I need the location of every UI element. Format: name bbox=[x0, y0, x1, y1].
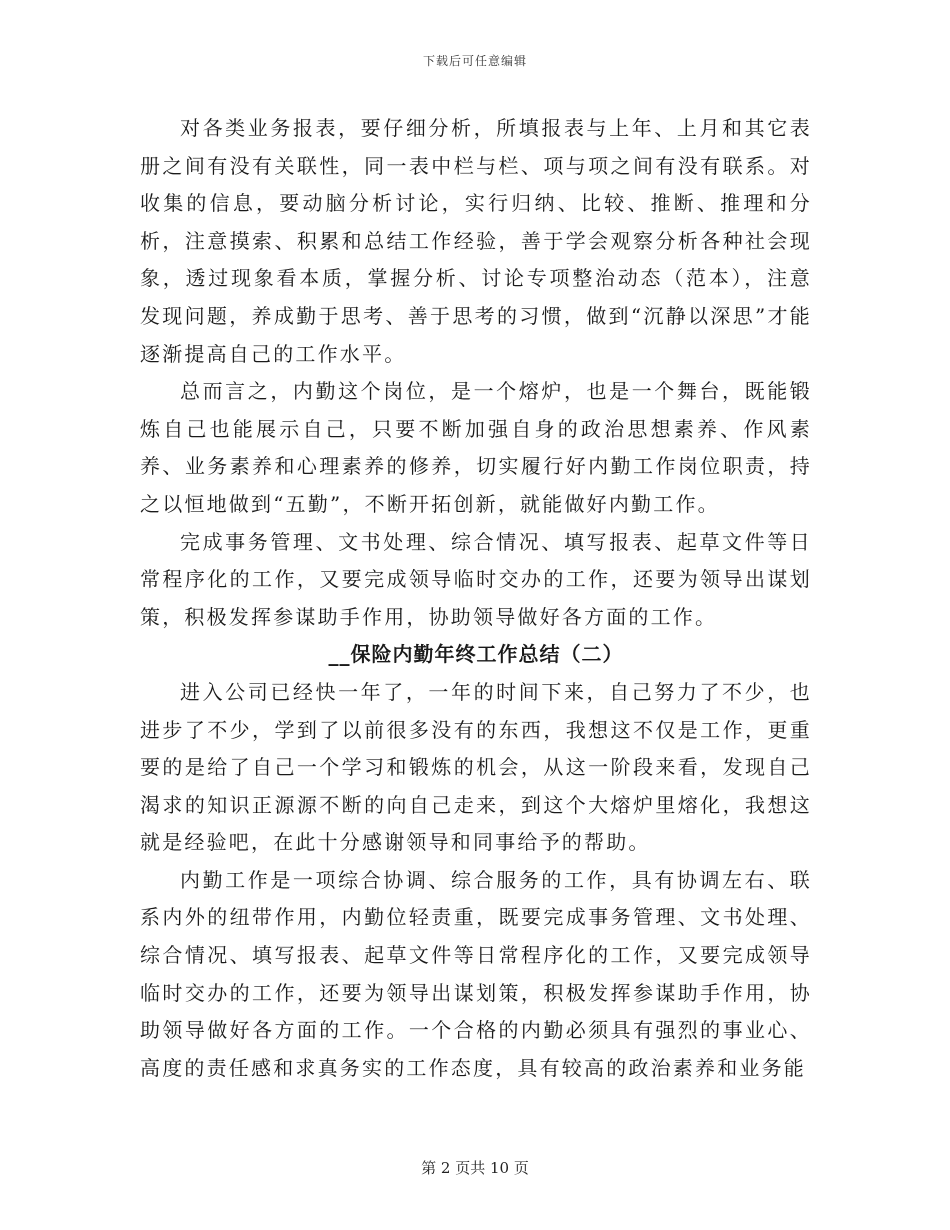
paragraph-4: 进入公司已经快一年了，一年的时间下来，自己努力了不少，也进步了不少，学到了以前很多没有的东西，我想这不仅是工作，更重要的是给了自己一个学习和锻炼的机会，从这一阶段来看，发现自己渴求的知识正源源不断的向自己走来，到这个大熔炉里熔化，我想这就是经验吧，在此十分感谢领导和同事给予的帮助。 bbox=[140, 679, 812, 855]
paragraph-5: 内勤工作是一项综合协调、综合服务的工作，具有协调左右、联系内外的纽带作用，内勤位轻责重，既要完成事务管理、文书处理、综合情况、填写报表、起草文件等日常程序化的工作，又要完成领导临时交办的工作，还要为领导出谋划策，积极发挥参谋助手作用，协助领导做好各方面的工作。一个合格的内勤必须具有强烈的事业心、高度的责任感和求真务实的工作态度，具有较高的政治素养和业务能 bbox=[140, 867, 812, 1080]
paragraph-2: 总而言之，内勤这个岗位，是一个熔炉，也是一个舞台，既能锻炼自己也能展示自己，只要不断加强自身的政治思想素养、作风素养、业务素养和心理素养的修养，切实履行好内勤工作岗位职责，持之以恒地做到“五勤”，不断开拓创新，就能做好内勤工作。 bbox=[140, 379, 812, 516]
paragraph-3: 完成事务管理、文书处理、综合情况、填写报表、起草文件等日常程序化的工作，又要完成领导临时交办的工作，还要为领导出谋划策，积极发挥参谋助手作用，协助领导做好各方面的工作。 bbox=[140, 529, 812, 629]
page-header: 下载后可任意编辑 bbox=[422, 54, 527, 68]
paragraph-1: 对各类业务报表，要仔细分析，所填报表与上年、上月和其它表册之间有没有关联性，同一表中栏与栏、项与项之间有没有联系。对收集的信息，要动脑分析讨论，实行归纳、比较、推断、推理和分析，注意摸索、积累和总结工作经验，善于学会观察分析各种社会现象，透过现象看本质，掌握分析、讨论专项整治动态（范本），注意发现问题，养成勤于思考、善于思考的习惯，做到“沉静以深思”才能逐渐提高自己的工作水平。 bbox=[140, 116, 812, 366]
section-title: __保险内勤年终工作总结（二） bbox=[328, 642, 624, 667]
document-body bbox=[140, 110, 812, 1087]
page-footer: 第 2 页共 10 页 bbox=[421, 1159, 529, 1177]
